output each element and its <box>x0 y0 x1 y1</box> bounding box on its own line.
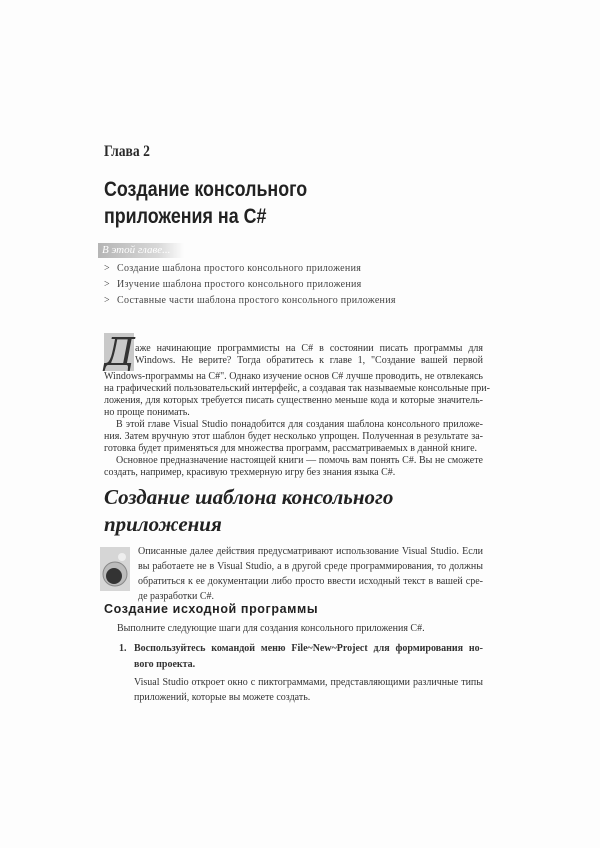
para3-line: создать, например, красивую трехмерную игру без знания языка C#. <box>104 467 396 478</box>
bullet-item <box>104 263 361 275</box>
bullet-text: Создание шаблона простого консольного приложения <box>117 263 362 274</box>
steps-intro: Выполните следующие шаги для создания консольного приложения C#. <box>117 623 425 634</box>
drop-cap: Д <box>104 330 135 374</box>
note-icon <box>100 547 130 591</box>
para2-line: В этой главе Visual Studio понадобится для создания шаблона консольного приложе- <box>116 419 483 430</box>
note-line: Описанные далее действия предусматривают использование Visual Studio. Если <box>138 546 483 557</box>
in-this-chapter-banner: В этой главе... <box>98 243 184 258</box>
step1-desc-line: Visual Studio откроет окно с пиктограммами, представляющими различные типы <box>134 677 483 688</box>
intro-line: аже начинающие программисты на C# в состоянии писать программы для <box>135 343 483 354</box>
bullet-item <box>104 295 396 307</box>
note-line: обратиться к ее документации либо просто ввести исходный текст в вашей сре- <box>138 576 483 587</box>
step1-line: Воспользуйтесь командой меню File~New~Project для формирования но- <box>134 643 483 654</box>
arrow-icon: > <box>104 295 110 306</box>
intro-line: но проще понимать. <box>104 407 190 418</box>
step1-desc-line: приложений, которые вы можете создать. <box>134 692 311 703</box>
chapter-title-line-2: приложения на C# <box>104 205 267 228</box>
step-number: 1. <box>119 643 127 654</box>
section-heading-line-2: приложения <box>104 512 222 536</box>
para3-line: Основное предназначение настоящей книги — помочь вам понять C#. Вы не сможете <box>116 455 483 466</box>
chapter-label: Глава 2 <box>104 143 150 160</box>
intro-line: Windows-программы на C#". Однако изучение основ C# лучше проводить, не отвлекаясь <box>104 371 483 382</box>
para2-line: готовка будет применяться для множества программ, рассматриваемых в данной книге. <box>104 443 478 454</box>
note-line: вы работаете не в Visual Studio, а в другой среде программирования, то должны <box>138 561 483 572</box>
bullet-text: Составные части шаблона простого консольного приложения <box>117 295 396 306</box>
section-heading-line-1: Создание шаблона консольного <box>104 485 394 509</box>
arrow-icon: > <box>104 263 110 274</box>
subheading: Создание исходной программы <box>104 602 319 616</box>
intro-line: Windows. Не верите? Тогда обратитесь к главе 1, "Создание вашей первой <box>135 355 483 366</box>
arrow-icon: > <box>104 279 110 290</box>
chapter-title-line-1: Создание консольного <box>104 178 308 201</box>
intro-line: на графический пользовательский интерфейс, а создавая так называемые консольные при- <box>104 383 490 394</box>
intro-line: ложения, для которых требуется писать существенно меньше кода и которые значитель- <box>104 395 483 406</box>
para2-line: ния. Затем вручную этот шаблон будет несколько упрощен. Полученная в результате за- <box>104 431 483 442</box>
bullet-item <box>104 279 362 291</box>
note-line: де разработки C#. <box>138 591 215 602</box>
step1-line: вого проекта. <box>134 659 196 670</box>
bullet-text: Изучение шаблона простого консольного приложения <box>117 279 362 290</box>
